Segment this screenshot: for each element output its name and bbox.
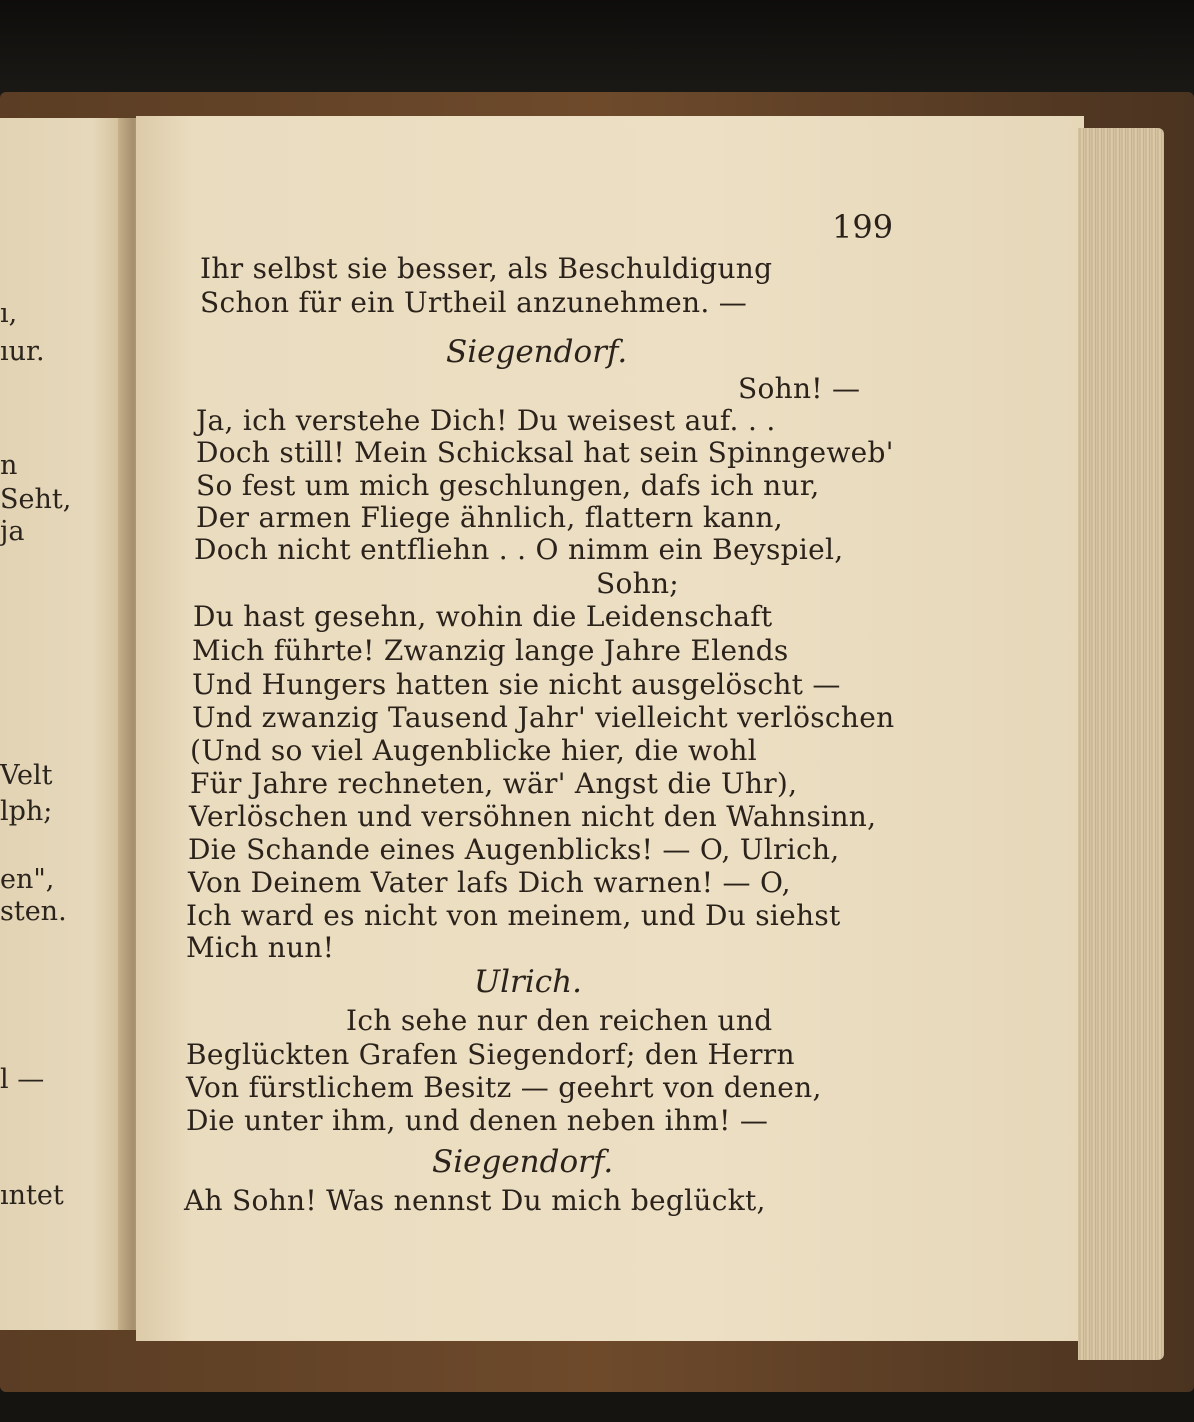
left-fragment: ja [0,516,25,547]
page-edges [1078,128,1164,1360]
text-line: Ihr selbst sie besser, als Beschuldigung [200,252,773,285]
speaker-name: Ulrich. [474,964,582,1000]
text-line: Ja, ich verstehe Dich! Du weisest auf. . . [196,404,776,437]
text-line: Ah Sohn! Was nennst Du mich beglückt, [184,1184,766,1217]
text-line: Ich ward es nicht von meinem, und Du siehst [186,899,841,932]
left-fragment: ıntet [0,1180,64,1211]
text-line: Schon für ein Urtheil anzunehmen. — [200,286,748,319]
text-line: Mich nun! [186,931,335,964]
text-line: Ich sehe nur den reichen und [346,1004,773,1037]
text-line: Der armen Fliege ähnlich, flattern kann, [196,501,783,534]
text-line: (Und so viel Augenblicke hier, die wohl [190,734,757,767]
left-fragment: ıur. [0,336,45,367]
text-line: Doch nicht entfliehn . . O nimm ein Beyspiel, [194,533,844,566]
text-line: Du hast gesehn, wohin die Leidenschaft [193,600,773,633]
text-line: Und zwanzig Tausend Jahr' vielleicht verlöschen [192,701,895,734]
text-line: Beglückten Grafen Siegendorf; den Herrn [186,1038,795,1071]
left-fragment: l — [0,1064,45,1095]
text-line: Sohn! — [738,372,861,405]
text-line: Die unter ihm, und denen neben ihm! — [186,1104,769,1137]
left-fragment: n [0,450,18,481]
text-line: Doch still! Mein Schicksal hat sein Spinngeweb' [196,436,894,469]
left-fragment: lph; [0,796,53,827]
text-line: Sohn; [596,567,680,600]
text-line: So fest um mich geschlungen, dafs ich nur, [196,469,820,502]
left-fragment: en", [0,864,55,895]
text-line: Für Jahre rechneten, wär' Angst die Uhr), [190,767,798,800]
left-fragment: sten. [0,896,67,927]
page-number: 199 [832,208,894,246]
text-line: Von Deinem Vater lafs Dich warnen! — O, [188,866,791,899]
speaker-name: Siegendorf. [432,1144,614,1180]
text-line: Von fürstlichem Besitz — geehrt von denen, [186,1071,822,1104]
text-line: Und Hungers hatten sie nicht ausgelöscht — [192,668,841,701]
text-line: Die Schande eines Augenblicks! — O, Ulrich, [188,833,840,866]
speaker-name: Siegendorf. [446,334,628,370]
text-line: Verlöschen und versöhnen nicht den Wahnsinn, [189,800,877,833]
left-page-text [0,0,132,1422]
text-line: Mich führte! Zwanzig lange Jahre Elends [192,634,789,667]
left-fragment: Velt [0,760,53,791]
left-fragment: Seht, [0,484,72,515]
left-fragment: ı, [0,298,18,329]
